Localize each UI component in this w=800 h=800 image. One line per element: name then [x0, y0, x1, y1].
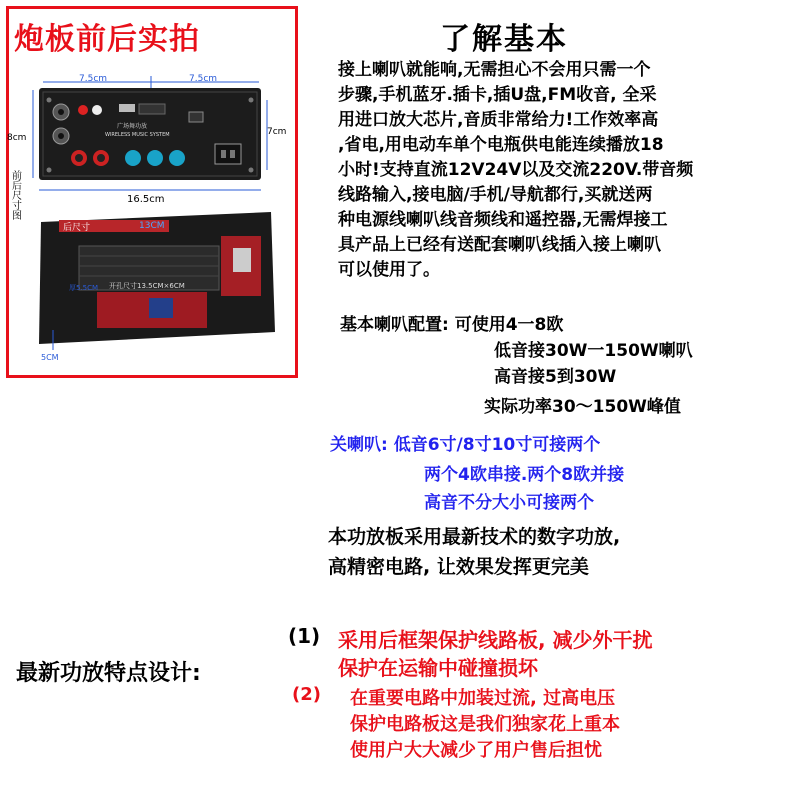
side-label: 前后尺寸图	[9, 170, 21, 220]
feature-1-number: (1)	[288, 624, 321, 648]
dim-height-right: 7cm	[267, 127, 287, 137]
intro-line: 接上喇叭就能响,无需担心不会用只需一个	[338, 60, 651, 80]
tech-description	[328, 522, 620, 582]
intro-line: 用进口放大芯片,音质非常给力!工作效率高	[338, 110, 659, 130]
back-hole: 开孔尺寸13.5CM×6CM	[109, 282, 185, 290]
intro-paragraph	[338, 58, 778, 283]
panel-text-cn: 广场舞功放	[117, 123, 148, 130]
features-label: 最新功放特点设计:	[16, 661, 201, 686]
intro-line: 步骤,手机蓝牙.插卡,插U盘,FM收音, 全采	[338, 85, 657, 105]
dim-height-left: 8cm	[7, 133, 27, 143]
amplifier-board-photo	[9, 60, 289, 370]
tech-line: 本功放板采用最新技术的数字功放,	[328, 526, 621, 548]
intro-line: 线路输入,接电脑/手机/导航都行,买就送两	[338, 185, 653, 205]
intro-line: 小时!支持直流12V24V以及交流220V.带音频	[338, 160, 694, 180]
photo-title: 炮板前后实拍	[14, 22, 200, 57]
speaker-line-1: 关喇叭: 低音6寸/8寸10寸可接两个	[330, 435, 601, 455]
dim-width-right: 7.5cm	[189, 74, 218, 84]
intro-line: 具产品上已经有送配套喇叭线插入接上喇叭	[338, 235, 661, 255]
panel-text-en: WIRELESS MUSIC SYSTEM	[105, 132, 170, 138]
feature-2-line-2: 保护电路板这是我们独家花上重本	[350, 714, 620, 735]
intro-line: 可以使用了。	[338, 260, 440, 280]
page-heading: 了解基本	[440, 22, 568, 57]
config-line-3: 高音接5到30W	[494, 367, 617, 387]
back-width: 13CM	[139, 221, 165, 231]
intro-line: ,省电,用电动车单个电瓶供电能连续播放18	[338, 135, 664, 155]
config-line-1: 基本喇叭配置: 可使用4一8欧	[340, 315, 564, 335]
feature-2-line-1: 在重要电路中加装过流, 过高电压	[350, 688, 616, 709]
feature-2-line-3: 使用户大大减少了用户售后担忧	[350, 740, 602, 761]
feature-2-number: (2)	[292, 684, 321, 705]
dim-width-left: 7.5cm	[79, 74, 108, 84]
tech-line: 高精密电路, 让效果发挥更完美	[328, 556, 589, 578]
back-thickness: 厚5.5CM	[69, 284, 99, 292]
speaker-line-2: 两个4欧串接.两个8欧并接	[424, 465, 625, 485]
feature-1-line-1: 采用后框架保护线路板, 减少外干扰	[338, 628, 653, 652]
config-line-2: 低音接30W一150W喇叭	[494, 341, 693, 361]
back-depth: 5CM	[41, 353, 59, 362]
speaker-line-3: 高音不分大小可接两个	[424, 493, 594, 513]
config-line-4: 实际功率30～150W峰值	[484, 397, 681, 417]
back-label: 后尺寸	[63, 223, 91, 233]
dim-total-width: 16.5cm	[127, 194, 165, 205]
feature-1-line-2: 保护在运输中碰撞损坏	[338, 656, 538, 680]
intro-line: 种电源线喇叭线音频线和遥控器,无需焊接工	[338, 210, 668, 230]
